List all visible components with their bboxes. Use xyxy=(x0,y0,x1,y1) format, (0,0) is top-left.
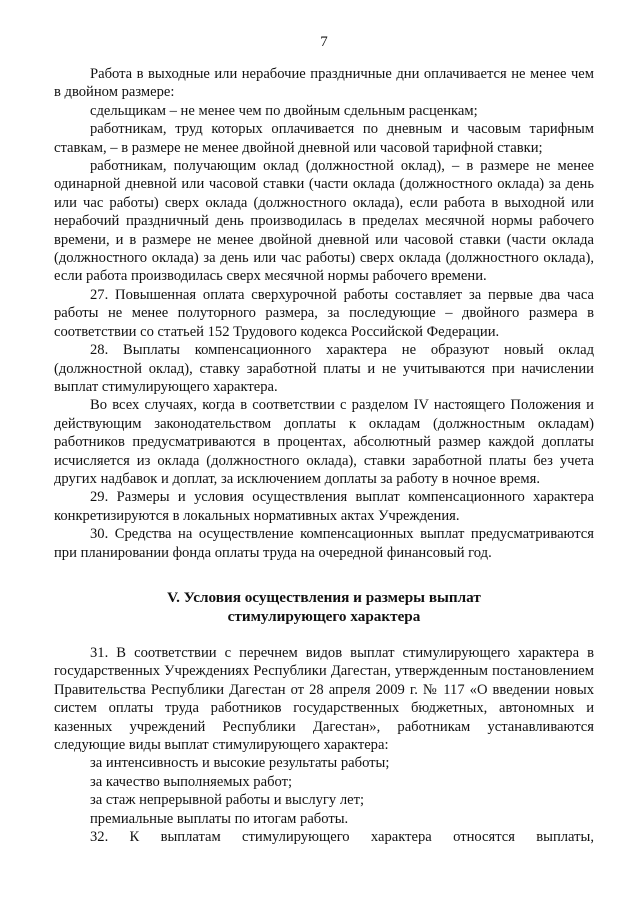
paragraph-clause-28: 28. Выплаты компенсационного характера не образуют новый оклад (должностной оклад), ставку заработной платы и не учитываются при начислении выплат стимулирующего характера. xyxy=(54,342,594,395)
paragraph-salaried-workers: работникам, получающим оклад (должностной оклад), – в размере не менее одинарной дневной или часовой ставки (части оклада (должностного оклада) за день или час работы) сверх оклада (должностного оклада), если работа в выходной или нерабочий праздничный день производилась в пределах месячной нормы рабочего времени, и в размере не менее двойной дневной или часовой ставки (части оклада (должностного оклада) за день или час работы) сверх оклада (должностного оклада), если работа производилась сверх месячной нормы рабочего времени. xyxy=(54,158,594,285)
paragraph-clause-30: 30. Средства на осуществление компенсационных выплат предусматриваются при планировании фонда оплаты труда на очередной финансовый год. xyxy=(54,526,594,561)
paragraph-piece-workers: сдельщикам – не менее чем по двойным сдельным расценкам; xyxy=(90,102,478,119)
section-heading xyxy=(54,588,594,626)
document-page xyxy=(54,0,594,846)
paragraph-tariff-rate-workers: работникам, труд которых оплачивается по дневным и часовым тарифным ставкам, – в размере не менее двойной дневной или часовой тарифной ставки; xyxy=(54,121,594,156)
paragraph-clause-27: 27. Повышенная оплата сверхурочной работы составляет за первые два часа работы не менее полуторного размера, за последующие – двойного размера в соответствии со статьей 152 Трудового кодекса Российской Федерации. xyxy=(54,286,594,340)
paragraph-weekend-work: Работа в выходные или нерабочие праздничные дни оплачивается не менее чем в двойном размере: xyxy=(54,66,594,101)
body-text-before-heading xyxy=(54,65,594,562)
list-item-quality: за качество выполняемых работ; xyxy=(90,773,293,790)
section-heading-line-1: V. Условия осуществления и размеры выплат xyxy=(167,588,481,606)
section-heading-line-2: стимулирующего характера xyxy=(227,607,421,625)
list-item-intensity: за интенсивность и высокие результаты работы; xyxy=(90,755,390,772)
list-item-bonuses: премиальные выплаты по итогам работы. xyxy=(90,810,349,827)
paragraph-clause-32-start: 32. К выплатам стимулирующего характера относятся выплаты, xyxy=(90,829,594,846)
paragraph-clause-31: 31. В соответствии с перечнем видов выплат стимулирующего характера в государственных Учреждениях Республики Дагестан, утвержденным постановлением Правительства Республики Дагестан от 28 апреля 2009 г. № 117 «О введении новых систем оплаты труда работников государственных бюджетных, автономных и казенных учреждений Республики Дагестан», работникам устанавливаются следующие виды выплат стимулирующего характера: xyxy=(54,644,594,753)
paragraph-percentage-surcharges: Во всех случаях, когда в соответствии с разделом IV настоящего Положения и действующим законодательством доплаты к окладам (должностным окладам) работников предусматриваются в процентах, абсолютный размер каждой доплаты исчисляется из оклада (должностного оклада), ставки заработной платы без учета других надбавок и доплат, за исключением доплаты за работу в ночное время. xyxy=(54,397,594,487)
list-item-seniority: за стаж непрерывной работы и выслугу лет; xyxy=(90,792,365,809)
body-text-after-heading xyxy=(54,644,594,846)
paragraph-clause-29: 29. Размеры и условия осуществления выплат компенсационного характера конкретизируются в локальных нормативных актах Учреждения. xyxy=(54,489,594,524)
page-number: 7 xyxy=(320,34,328,50)
